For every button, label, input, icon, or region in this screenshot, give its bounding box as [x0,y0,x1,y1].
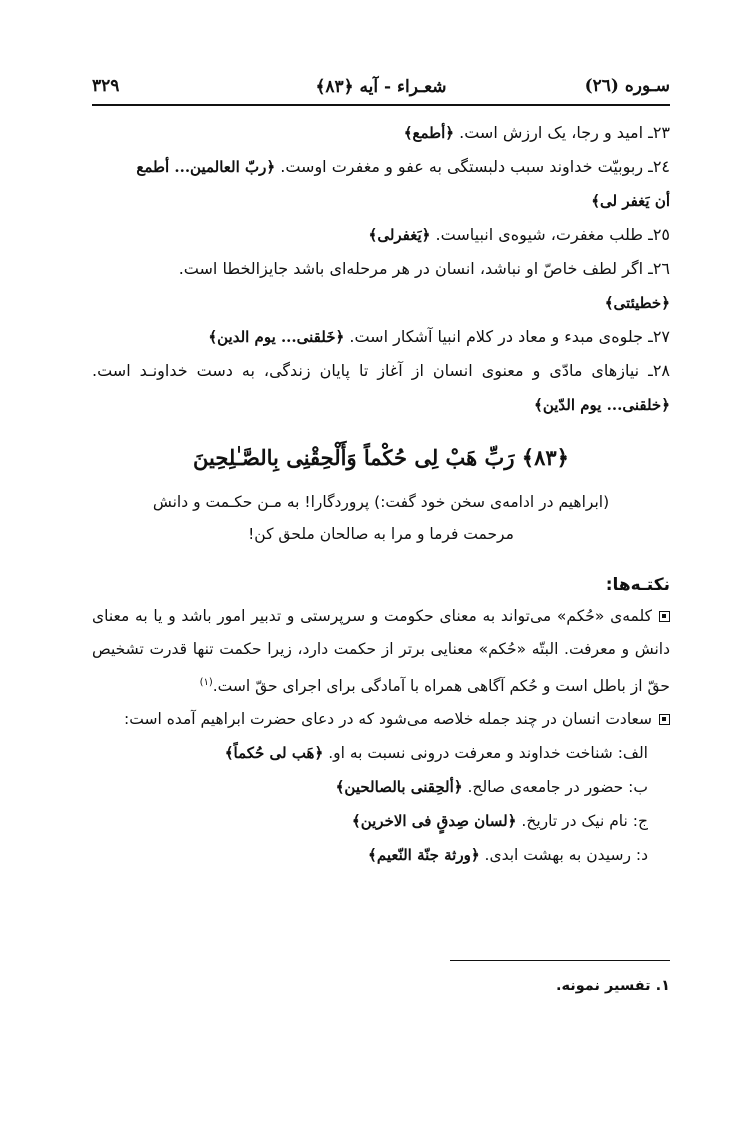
lesson-item: ٢٨ـ نیازهای مادّی و معنوی انسان از آغاز تا پایان زندگی، به دست خداونـد است. ﴿خلقنی... یوم الدّین﴾ [92,361,670,414]
square-bullet-icon [659,611,670,622]
lesson-item: ٢٤ـ ربوبیّت خداوند سبب دلبستگی به عفو و مغفرت اوست. ﴿ربّ العالمین... أطمع أن یَغفر لی﴾ [92,150,670,218]
point-paragraph: سعادت انسان در چند جمله خلاصه می‌شود که در دعای حضرت ابراهیم آمده است: [92,703,670,736]
list-item: ب: حضور در جامعه‌ی صالح. ﴿ألحِقنی بالصالحین﴾ [335,778,648,797]
quran-quote: ﴿خطیئتی﴾ [604,294,670,312]
quran-quote: ﴿ورثة جنّة النّعیم﴾ [368,846,480,865]
header-divider [92,104,670,106]
quran-quote-continued: أن یَغفر لی﴾ [591,192,670,210]
lesson-item: ٢٣ـ امید و رجا، یک ارزش است. ﴿أطمع﴾ [403,123,670,142]
verse-title: شعـراء - آیه ﴿٨٣﴾ [315,77,447,97]
point-paragraph: کلمه‌ی «حُکم» می‌تواند به معنای حکومت و سرپرستی و تدبیر امور باشد و یا به معنای دانش و معرفت. البتّه «حُکم» معنایی برتر از حکمت دارد، زیرا حکمت تنها قدرت تشخیص حقّ از باطل است و حُکم آگاهی همراه با آمادگی برای اجرای حقّ است.$^{(١)}$ [92,607,670,696]
book-page [92,74,670,872]
quran-quote: ﴿أطمع﴾ [403,124,455,142]
quran-quote: ﴿لسان صِدقٍ فی الاخرین﴾ [351,812,517,831]
footnote: ١. تفسیر نمونه. [555,978,670,994]
translation-line: مرحمت فرما و مرا به صالحان ملحق کن! [248,525,514,543]
quran-quote: ﴿هَب لی حُکماً﴾ [224,744,324,763]
quran-quote: ﴿خَلقنی... یوم الدین﴾ [208,328,345,346]
list-item: ج: نام نیک در تاریخ. ﴿لسان صِدقٍ فی الاخرین﴾ [351,812,648,831]
page-header [92,74,670,102]
quran-verse: ﴿٨٣﴾ رَبِّ هَبْ لِی حُكْماً وَأَلْحِقْنِی بِالصَّـٰلِحِینَ [193,445,569,470]
quran-quote: ﴿ألحِقنی بالصالحین﴾ [335,778,463,797]
page-number: ٣٢٩ [92,76,120,96]
list-item: د: رسیدن به بهشت ابدی. ﴿ورثة جنّة النّعیم﴾ [368,846,648,865]
quran-quote: ﴿خلقنی... یوم الدّین﴾ [534,396,670,414]
points-heading: نکتـه‌ها: [605,575,670,595]
lesson-item: ٢٥ـ طلب مغفرت، شیوه‌ی انبیاست. ﴿یَغفرلی﴾ [368,225,670,244]
lesson-item: ٢٧ـ جلوه‌ی مبدء و معاد در کلام انبیا آشکار است. ﴿خَلقنی... یوم الدین﴾ [208,327,670,346]
footnote-divider [450,960,670,961]
quran-quote: ﴿یَغفرلی﴾ [368,226,431,244]
square-bullet-icon [659,714,670,725]
lesson-item: ٢٦ـ اگر لطف خاصّ او نباشد، انسان در هر مرحله‌ای باشد جایزالخطا است. ﴿خطیئتی﴾ [92,252,670,320]
translation-line: (ابراهیم در ادامه‌ی سخن خود گفت:) پروردگارا! به مـن حکـمت و دانش [152,493,610,511]
surah-label: سـوره (٢٦) [584,76,670,96]
lessons-list [92,116,670,422]
list-item: الف: شناخت خداوند و معرفت درونی نسبت به او. ﴿هَب لی حُکماً﴾ [224,744,648,763]
verse-translation [92,486,670,550]
quran-quote: ﴿ربّ العالمین... أطمع [136,158,276,176]
footnote-marker: (١) [199,677,213,688]
